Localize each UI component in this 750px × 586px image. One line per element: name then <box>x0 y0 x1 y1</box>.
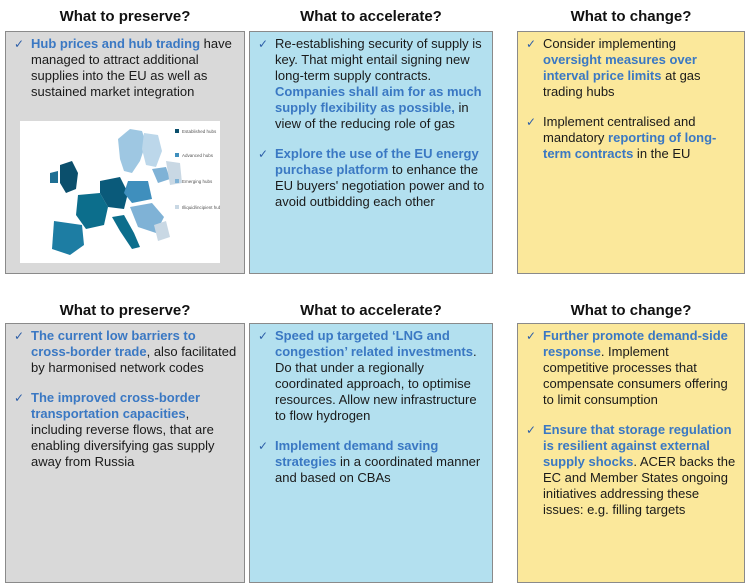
highlight-text: Hub prices and hub trading <box>31 36 201 51</box>
bullet-text <box>31 36 238 100</box>
highlight-text: oversight measures over interval price limits <box>543 52 697 83</box>
bullet-text <box>31 390 238 470</box>
highlight-text: The improved cross-border transportation capacities <box>31 390 201 421</box>
checkmark-icon: ✓ <box>258 329 269 343</box>
europe-hub-map <box>20 121 220 263</box>
preserve-box-2 <box>5 323 245 583</box>
header-change-1: What to change? <box>570 8 692 25</box>
bullet-item <box>14 36 238 100</box>
body-text: in view of the reducing role of gas <box>275 100 469 131</box>
body-text: . Implement competitive processes that compensate consumers offering to limit consumption <box>543 344 728 407</box>
highlight-text: Ensure that storage regulation is resilient against external supply shocks <box>543 422 732 469</box>
header-preserve-2: What to preserve? <box>59 302 191 319</box>
highlight-text: Speed up targeted ‘LNG and congestion’ related investments <box>275 328 473 359</box>
checkmark-icon: ✓ <box>258 439 269 453</box>
bullet-text <box>543 328 738 408</box>
header-preserve-1: What to preserve? <box>59 8 191 25</box>
change-box-2 <box>517 323 745 583</box>
highlight-text: reporting of long-term contracts <box>543 130 717 161</box>
accelerate-box-2 <box>249 323 493 583</box>
checkmark-icon: ✓ <box>526 329 537 343</box>
legend-established: Established hubs <box>182 129 217 134</box>
checkmark-icon: ✓ <box>526 115 537 129</box>
bullet-item <box>258 438 486 486</box>
legend-illiquid: Illiquid/incipient hubs <box>182 205 220 210</box>
bullet-item <box>526 328 738 408</box>
highlight-text: Implement demand saving strategies <box>275 438 439 469</box>
body-text: to enhance the EU buyers' negotiation power and to avoid outbidding each other <box>275 162 485 209</box>
header-change-2: What to change? <box>570 302 692 319</box>
europe-map-image <box>20 121 220 263</box>
body-text: in the EU <box>633 146 691 161</box>
body-text: , including reverse flows, that are enabling diversifying gas supply away from Russia <box>31 406 215 469</box>
checkmark-icon: ✓ <box>14 329 25 343</box>
highlight-text: The current low barriers to cross-border trade <box>31 328 196 359</box>
checkmark-icon: ✓ <box>526 37 537 51</box>
bullet-item <box>526 422 738 518</box>
bullet-item <box>258 146 486 210</box>
body-text: have managed to attract additional supplies into the EU as well as sustained market integration <box>31 36 232 99</box>
header-accelerate-1: What to accelerate? <box>300 8 442 25</box>
bullet-text <box>543 36 738 100</box>
bullet-text <box>275 146 486 210</box>
body-text: in a coordinated manner and based on CBAs <box>275 454 481 485</box>
body-text: Implement centralised and mandatory <box>543 114 696 145</box>
checkmark-icon: ✓ <box>258 147 269 161</box>
bullet-item <box>526 36 738 100</box>
bullet-item <box>14 390 238 470</box>
bullet-text <box>275 36 486 132</box>
bullet-item <box>258 328 486 424</box>
bullet-item <box>14 328 238 376</box>
bullet-text <box>543 422 738 518</box>
legend-advanced: Advanced hubs <box>182 153 214 158</box>
bullet-item <box>526 114 738 162</box>
checkmark-icon: ✓ <box>14 391 25 405</box>
highlight-text: Companies shall aim for as much supply flexibility as possible, <box>275 84 482 115</box>
body-text: . ACER backs the EC and Member States ongoing initiatives addressing these issues: e.g. filling targets <box>543 454 736 517</box>
highlight-text: Further promote demand-side response <box>543 328 728 359</box>
bullet-item <box>258 36 486 132</box>
highlight-text: Explore the use of the EU energy purchase platform <box>275 146 479 177</box>
checkmark-icon: ✓ <box>526 423 537 437</box>
checkmark-icon: ✓ <box>258 37 269 51</box>
body-text: , also facilitated by harmonised network codes <box>31 344 237 375</box>
bullet-text <box>543 114 738 162</box>
header-accelerate-2: What to accelerate? <box>300 302 442 319</box>
change-box-1 <box>517 31 745 274</box>
checkmark-icon: ✓ <box>14 37 25 51</box>
body-text: . Do that under a regionally coordinated approach, to optimise resources. Allow new infrastructure to flow hydrogen <box>275 344 477 423</box>
bullet-text <box>31 328 238 376</box>
body-text: Re-establishing security of supply is key. That might entail signing new long-term supply contracts. <box>275 36 482 83</box>
bullet-text <box>275 328 486 424</box>
body-text: Consider implementing <box>543 36 676 51</box>
body-text: at gas trading hubs <box>543 68 701 99</box>
accelerate-box-1 <box>249 31 493 274</box>
bullet-text <box>275 438 486 486</box>
legend-emerging: Emerging hubs <box>182 179 213 184</box>
